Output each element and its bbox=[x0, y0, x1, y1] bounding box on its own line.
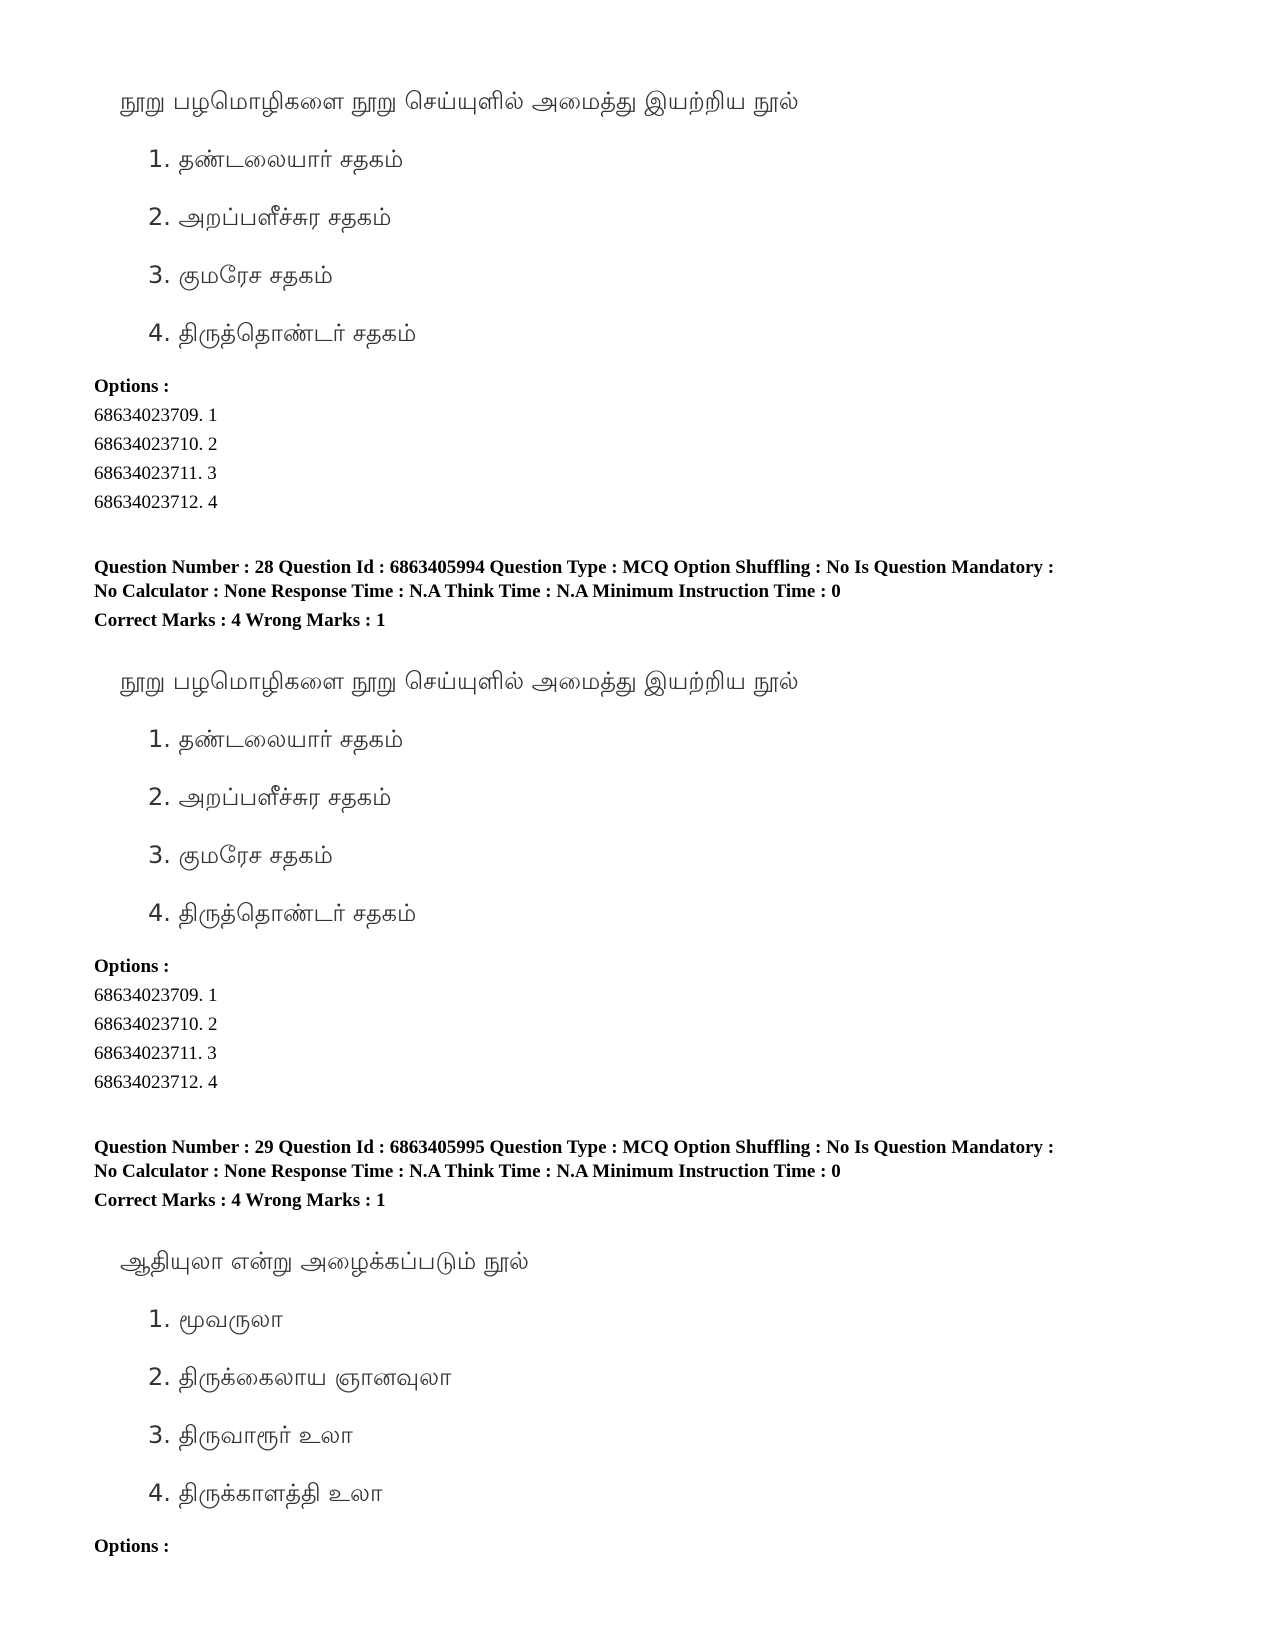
option-line: 68634023710. 2 bbox=[94, 434, 218, 455]
choice-item: 4. திருத்தொண்டர் சதகம் bbox=[148, 899, 417, 927]
question-meta: No Calculator : None Response Time : N.A Think Time : N.A Minimum Instruction Time : 0 bbox=[94, 581, 841, 602]
choice-item: 1. தண்டலையார் சதகம் bbox=[148, 145, 404, 173]
options-label: Options : bbox=[94, 956, 170, 977]
question-marks: Correct Marks : 4 Wrong Marks : 1 bbox=[94, 610, 386, 631]
question-text: நூறு பழமொழிகளை நூறு செய்யுளில் அமைத்து இயற்றிய நூல் bbox=[120, 87, 799, 115]
question-marks: Correct Marks : 4 Wrong Marks : 1 bbox=[94, 1190, 386, 1211]
choice-item: 3. குமரேச சதகம் bbox=[148, 261, 333, 289]
question-meta: No Calculator : None Response Time : N.A Think Time : N.A Minimum Instruction Time : 0 bbox=[94, 1161, 841, 1182]
option-line: 68634023711. 3 bbox=[94, 463, 217, 484]
option-line: 68634023709. 1 bbox=[94, 405, 218, 426]
option-line: 68634023709. 1 bbox=[94, 985, 218, 1006]
option-line: 68634023712. 4 bbox=[94, 1072, 218, 1093]
choice-item: 1. மூவருலா bbox=[148, 1305, 283, 1333]
choice-item: 2. அறப்பளீச்சுர சதகம் bbox=[148, 783, 392, 811]
choice-item: 1. தண்டலையார் சதகம் bbox=[148, 725, 404, 753]
question-text: நூறு பழமொழிகளை நூறு செய்யுளில் அமைத்து இயற்றிய நூல் bbox=[120, 667, 799, 695]
choice-item: 3. திருவாரூர் உலா bbox=[148, 1421, 353, 1449]
choice-item: 4. திருக்காளத்தி உலா bbox=[148, 1479, 383, 1507]
choice-item: 2. அறப்பளீச்சுர சதகம் bbox=[148, 203, 392, 231]
options-label: Options : bbox=[94, 1536, 170, 1557]
question-meta: Question Number : 29 Question Id : 6863405995 Question Type : MCQ Option Shuffling : No Is Question Mandatory : bbox=[94, 1137, 1055, 1158]
option-line: 68634023712. 4 bbox=[94, 492, 218, 513]
option-line: 68634023710. 2 bbox=[94, 1014, 218, 1035]
choice-item: 2. திருக்கைலாய ஞானவுலா bbox=[148, 1363, 452, 1391]
options-label: Options : bbox=[94, 376, 170, 397]
question-text: ஆதியுலா என்று அழைக்கப்படும் நூல் bbox=[120, 1247, 529, 1275]
choice-item: 3. குமரேச சதகம் bbox=[148, 841, 333, 869]
option-line: 68634023711. 3 bbox=[94, 1043, 217, 1064]
choice-item: 4. திருத்தொண்டர் சதகம் bbox=[148, 319, 417, 347]
question-meta: Question Number : 28 Question Id : 6863405994 Question Type : MCQ Option Shuffling : No Is Question Mandatory : bbox=[94, 557, 1055, 578]
